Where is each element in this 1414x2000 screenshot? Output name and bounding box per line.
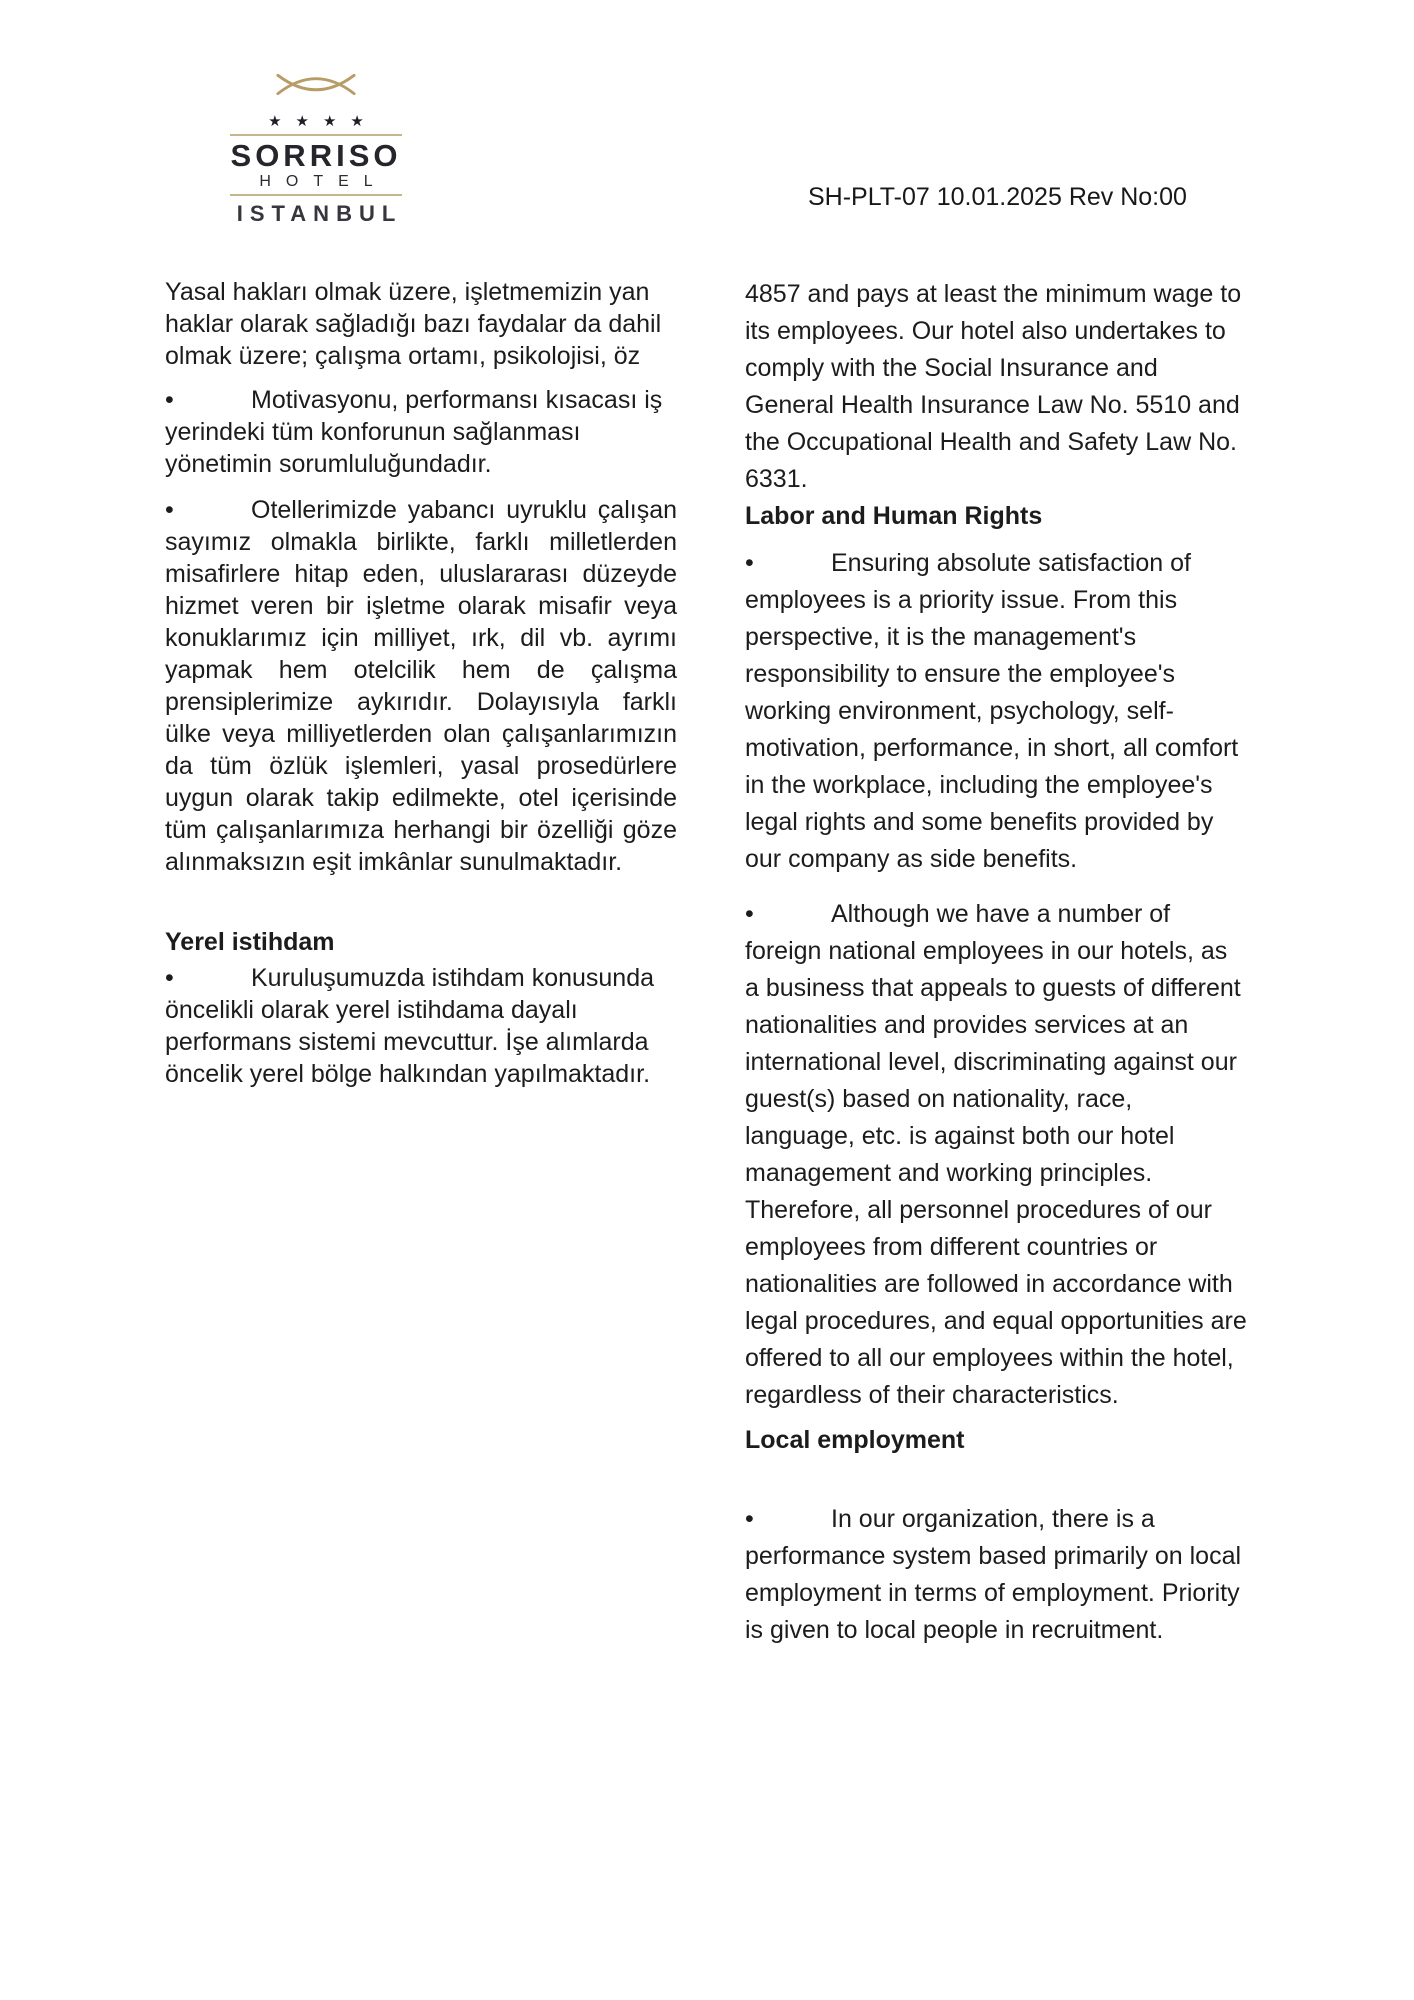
bullet-marker: • — [165, 496, 174, 524]
bullet-text: In our organization, there is a performance system based primarily on local employment in terms of employment. Priority is given to local people in recruitment. — [745, 1505, 1242, 1644]
logo-divider-top — [230, 134, 402, 136]
bullet-text: Ensuring absolute satisfaction of employees is a priority issue. From this perspective, it is the management's responsibility to ensure the employee's working environment, psychology, self-motivation, performance, in short, all comfort in the workplace, including the employee's legal rights and some benefits provided by our company as side benefits. — [745, 549, 1239, 873]
bullet-paragraph — [165, 384, 677, 480]
logo-hotel-name: SORRISO — [230, 138, 402, 173]
bullet-paragraph — [165, 494, 677, 878]
logo-city: ISTANBUL — [236, 201, 403, 226]
left-column-turkish — [165, 276, 677, 1649]
section-heading: Yerel istihdam — [165, 928, 335, 956]
logo-hotel-word: HOTEL — [259, 173, 388, 190]
section-heading: Labor and Human Rights — [745, 502, 1043, 530]
bullet-text: Otellerimizde yabancı uyruklu çalışan sayımız olmakla birlikte, farklı milletlerden misafirlere hitap eden, uluslararası düzeyde hizmet veren bir işletme olarak misafir veya konuklarımız için milliyet, ırk, dil vb. ayrımı yapmak hem otelcilik hem de çalışma prensiplerimize aykırıdır. Dolayısıyla farklı ülke veya milliyetlerden olan çalışanlarımızın da tüm özlük işlemleri, yasal prosedürlere uygun olarak takip edilmekte, otel içerisinde tüm çalışanlarımıza herhangi bir özelliği göze alınmaksızın eşit imkânlar sunulmaktadır. — [165, 496, 677, 876]
logo-fish-icon — [275, 56, 357, 112]
paragraph: Yasal hakları olmak üzere, işletmemizin yan haklar olarak sağladığı bazı faydalar da dahil olmak üzere; çalışma ortamı, psikolojisi, öz — [165, 278, 662, 370]
bullet-paragraph — [745, 896, 1247, 1414]
document-code: SH-PLT-07 10.01.2025 Rev No:00 — [808, 183, 1187, 211]
section-heading: Local employment — [745, 1426, 965, 1454]
paragraph: 4857 and pays at least the minimum wage to its employees. Our hotel also undertakes to comply with the Social Insurance and General Health Insurance Law No. 5510 and the Occupational Health and Safety Law No. 6331. — [745, 280, 1242, 493]
bullet-marker: • — [745, 900, 754, 928]
logo-divider-bottom — [230, 194, 402, 196]
bullet-marker: • — [165, 964, 174, 992]
bullet-text: Motivasyonu, performansı kısacası iş yerindeki tüm konforunun sağlanması yönetimin sorumluluğundadır. — [165, 386, 663, 478]
document-body — [165, 276, 1247, 1649]
bullet-marker: • — [745, 549, 754, 577]
bullet-marker: • — [745, 1505, 754, 1533]
bullet-paragraph — [745, 545, 1247, 878]
bullet-paragraph — [745, 1501, 1247, 1649]
bullet-text: Although we have a number of foreign national employees in our hotels, as a business that appeals to guests of different nationalities and provides services at an international level, discriminating against our guest(s) based on nationality, race, language, etc. is against both our hotel management and working principles. Therefore, all personnel procedures of our employees from different countries or nationalities are followed in accordance with legal procedures, and equal opportunities are offered to all our employees within the hotel, regardless of their characteristics. — [745, 900, 1247, 1409]
bullet-marker: • — [165, 386, 174, 414]
right-column-english — [745, 276, 1247, 1649]
logo-stars: ★★★★ — [268, 113, 378, 130]
hotel-logo — [226, 56, 406, 227]
bullet-text: Kuruluşumuzda istihdam konusunda öncelikli olarak yerel istihdama dayalı performans sistemi mevcuttur. İşe alımlarda öncelik yerel bölge halkından yapılmaktadır. — [165, 964, 655, 1088]
bullet-paragraph — [165, 962, 677, 1090]
